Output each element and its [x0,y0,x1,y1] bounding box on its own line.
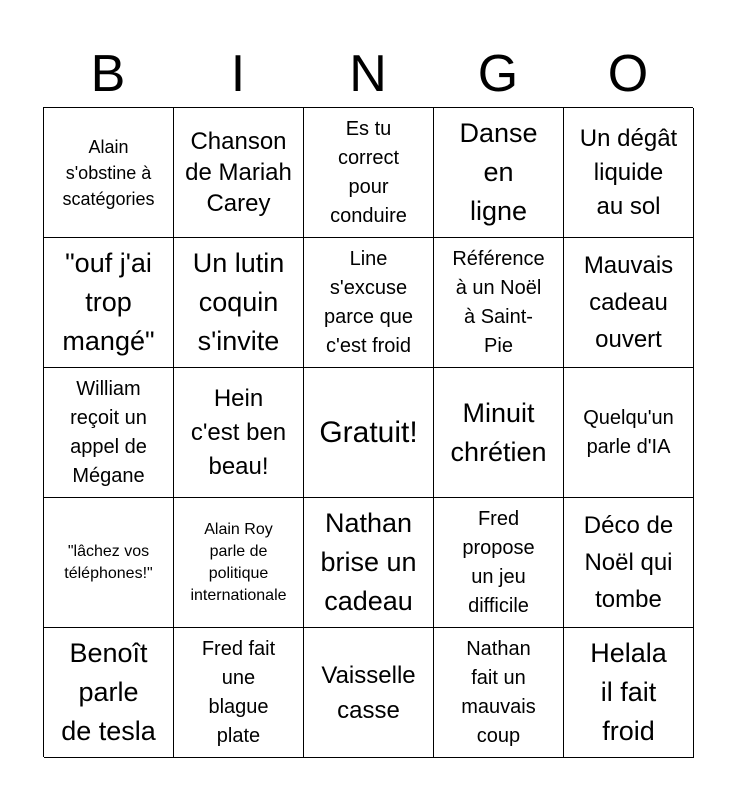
header-letter-b: B [90,45,126,103]
bingo-cell[interactable] [44,498,174,628]
cell-text: Référence à un Noël à Saint- Pie [452,247,545,357]
header-letter-i: I [230,45,246,103]
bingo-cell[interactable] [174,108,304,238]
cell-text: Helala il fait froid [590,638,667,746]
cell-text: Line s'excuse parce que c'est froid [324,247,413,357]
bingo-cell[interactable] [434,368,564,498]
bingo-cell[interactable] [564,238,694,368]
cell-text: Fred propose un jeu difficile [462,507,535,617]
bingo-cell[interactable] [44,238,174,368]
cell-text: Un lutin coquin s'invite [192,248,285,356]
bingo-cell[interactable] [44,368,174,498]
cell-text: Hein c'est ben beau! [190,384,287,480]
bingo-cell[interactable] [44,108,174,238]
cell-text: Alain Roy parle de politique internationale [190,520,287,604]
cell-text: Danse en ligne [459,118,538,226]
cell-text: Chanson de Mariah Carey [185,128,292,217]
cell-text: "ouf j'ai trop mangé" [62,248,155,356]
cell-text: Benoît parle de tesla [61,638,156,746]
bingo-cell[interactable] [174,498,304,628]
header-letter-o: O [607,45,649,103]
cell-text: William reçoit un appel de Mégane [70,377,147,487]
cell-text: Nathan fait un mauvais coup [461,637,536,747]
bingo-cell[interactable] [564,368,694,498]
bingo-cell[interactable] [304,628,434,758]
bingo-cell[interactable] [174,238,304,368]
cell-text: Mauvais cadeau ouvert [583,252,674,353]
cell-text: Gratuit! [319,416,418,449]
bingo-cell[interactable] [304,238,434,368]
bingo-cell[interactable] [174,368,304,498]
cell-text: Alain s'obstine à scatégories [62,136,155,209]
header-letter-g: G [477,45,519,103]
bingo-cell[interactable] [304,498,434,628]
bingo-cell[interactable] [44,628,174,758]
cell-text: Vaisselle casse [321,661,416,724]
cell-text: Es tu correct pour conduire [330,117,407,227]
bingo-cell[interactable] [564,108,694,238]
cell-text: Un dégât liquide au sol [579,124,678,220]
header-letter-n: N [349,45,387,103]
bingo-header [43,40,693,108]
bingo-cell[interactable] [434,238,564,368]
bingo-cell[interactable] [564,498,694,628]
cell-text: Déco de Noël qui tombe [583,512,674,613]
cell-text: Nathan brise un cadeau [320,508,417,616]
cell-text: "lâchez vos téléphones!" [64,542,153,582]
bingo-board [43,107,693,757]
bingo-cell[interactable] [564,628,694,758]
bingo-cell[interactable] [434,108,564,238]
cell-text: Fred fait une blague plate [201,637,276,747]
cell-text: Quelqu'un parle d'IA [583,406,674,458]
bingo-cell[interactable] [304,108,434,238]
bingo-cell[interactable] [174,628,304,758]
bingo-cell[interactable] [304,368,434,498]
bingo-cell[interactable] [434,628,564,758]
bingo-cell[interactable] [434,498,564,628]
cell-text: Minuit chrétien [450,397,547,467]
